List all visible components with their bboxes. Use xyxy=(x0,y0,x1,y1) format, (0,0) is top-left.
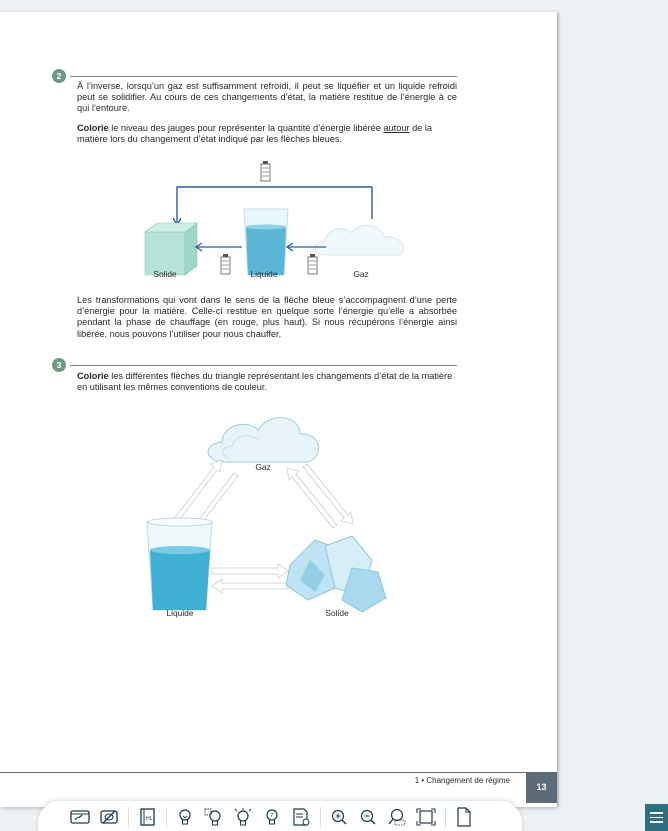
section-3-header xyxy=(52,358,457,372)
zoom-in-icon[interactable] xyxy=(327,807,351,827)
section-2-intro: À l’inverse, lorsqu’un gaz est suffisamment refroidi, il peut se liquéfier et un liquide refroidi peut se solidifier. Au cours de ces changements d’état, la matière restitue de l’énergie à ce qui l’entoure. xyxy=(77,81,457,114)
menu-line xyxy=(650,812,663,813)
liquid-glass xyxy=(244,209,288,275)
bulb-icon[interactable] xyxy=(173,807,197,827)
page-shadow xyxy=(557,12,560,807)
instruction-3-text: les différentes flèches du triangle représentant les changements d’état de la matière en utilisant les mêmes conventions de couleur. xyxy=(77,371,453,393)
arrow-liquid-to-gas[interactable] xyxy=(173,460,222,523)
toolbar-separator xyxy=(320,807,321,827)
hide-icon[interactable] xyxy=(97,807,121,827)
instruction-3-bold: Colorie xyxy=(77,371,109,381)
footer-chapter: 1 • Changement de régime xyxy=(414,776,510,785)
instruction-text-b: de la matière lors du changement d’état indiqué par les flèches bleues. xyxy=(77,123,432,145)
gauge-liquid-solid[interactable] xyxy=(221,254,230,274)
arrow-liquid-to-solid-tri[interactable] xyxy=(212,564,288,578)
instruction-text-a: le niveau des jauges pour représenter la quantité d’énergie libérée xyxy=(108,123,384,133)
arrow-liquid-to-solid xyxy=(196,243,242,251)
section-3-rule xyxy=(70,365,457,366)
section-3-number: 3 xyxy=(52,358,66,372)
footer-rule xyxy=(0,772,526,773)
arrow-solid-to-liquid[interactable] xyxy=(212,579,288,593)
solid-cube xyxy=(145,223,197,275)
menu-icon[interactable] xyxy=(645,804,668,831)
textbook-page xyxy=(0,12,557,807)
section-2-number: 2 xyxy=(52,69,66,83)
single-page-icon[interactable] xyxy=(452,807,476,827)
instruction-underline: autour xyxy=(383,123,410,133)
triangle-label-liquid: Liquide xyxy=(166,608,194,618)
triangle-gas-cloud xyxy=(208,418,319,462)
triangle-liquid-glass xyxy=(147,518,212,610)
gas-cloud xyxy=(315,225,403,255)
menu-line xyxy=(650,817,663,818)
gauge-top[interactable] xyxy=(261,161,270,181)
label-solid: Solide xyxy=(153,269,177,279)
instruction-bold: Colorie xyxy=(77,123,109,133)
note-icon[interactable] xyxy=(289,807,313,827)
bulb-question-icon[interactable] xyxy=(260,807,284,827)
bulb-all-icon[interactable] xyxy=(231,807,255,827)
menu-line xyxy=(650,821,663,822)
section-2-explanation: Les transformations qui vont dans le sens de la flèche bleue s’accompagnent d’une perte d’énergie pour la matière. Celle-ci restitue en quelque sorte l’énergie qu’elle a absorbée pendant la phase de chauffage (en rouge, plus haut). Si nous récupérons l’énergie ainsi libérée, nous pouvons l’utiliser pour nous chauffer. xyxy=(77,295,457,339)
state-change-figure xyxy=(130,157,420,287)
toolbar-separator xyxy=(128,807,129,827)
toolbar-separator xyxy=(445,807,446,827)
zoom-area-icon[interactable] xyxy=(385,807,409,827)
reader-toolbar xyxy=(38,801,522,831)
book-icon[interactable] xyxy=(135,807,159,827)
triangle-label-solid: Solide xyxy=(325,608,349,618)
svg-text:?: ? xyxy=(270,812,274,820)
fit-page-icon[interactable] xyxy=(414,807,438,827)
whiteboard-icon[interactable] xyxy=(68,807,92,827)
label-liquid: Liquide xyxy=(250,269,278,279)
state-triangle-figure xyxy=(130,400,400,625)
bulb-select-icon[interactable] xyxy=(202,807,226,827)
section-2-rule xyxy=(70,76,457,77)
section-3-instruction xyxy=(77,371,457,393)
triangle-label-gas: Gaz xyxy=(255,462,271,472)
toolbar-separator xyxy=(166,807,167,827)
page-number: 13 xyxy=(526,772,557,803)
svg-text:HL: HL xyxy=(146,816,153,822)
gauge-gas-liquid[interactable] xyxy=(308,254,317,274)
section-2-instruction xyxy=(77,123,457,145)
zoom-out-icon[interactable] xyxy=(356,807,380,827)
label-gas: Gaz xyxy=(353,269,369,279)
triangle-ice-cubes xyxy=(286,536,386,612)
